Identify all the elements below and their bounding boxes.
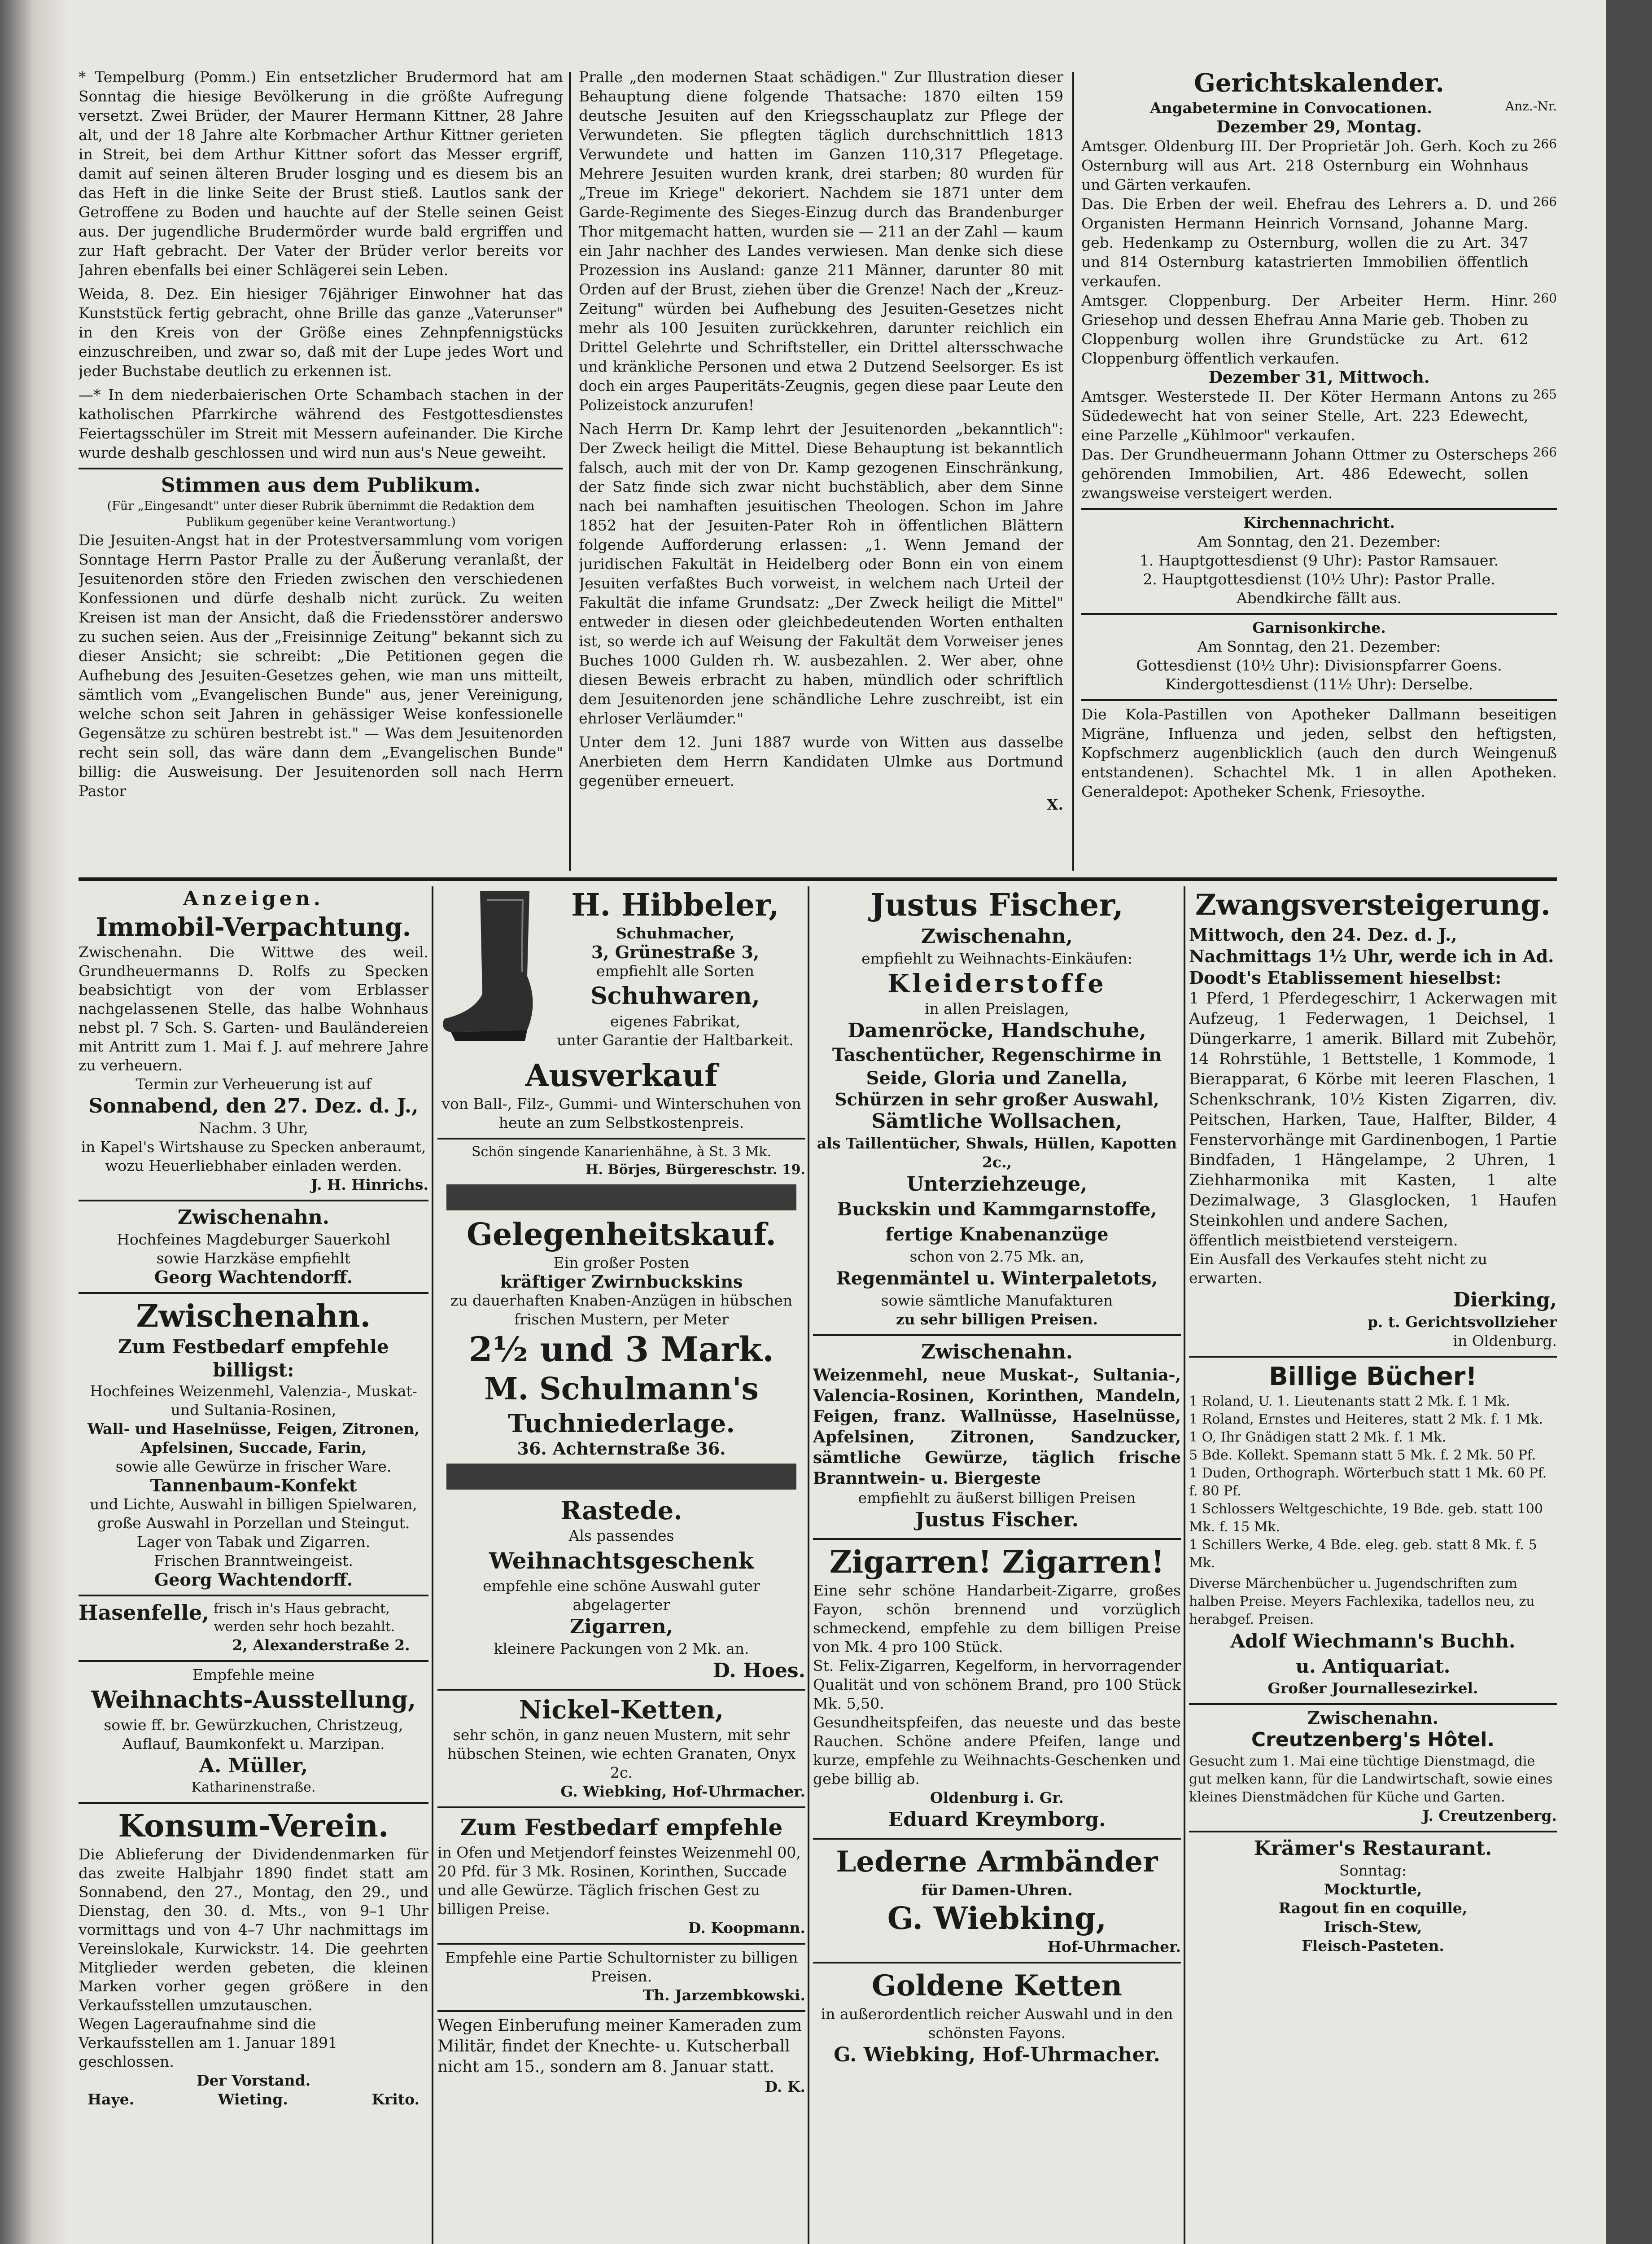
goods-line: und Lichte, Auswahl in billigen Spielwaren, große Auswahl in Porzellan und Steingut.: [90, 1495, 417, 1532]
column-divider: [569, 72, 571, 871]
news-schambach: —* In dem niederbaierischen Orte Schambach stachen in der katholischen Pfarrkirche während des Festgottesdienstes Feiertagsschüler im Streit mit Messern aufeinander. Die Kirche wurde deshalb geschlossen und wird nun aus's Neue geweiht.: [79, 386, 563, 461]
billige-buecher-title: Billige Bücher!: [1269, 1362, 1477, 1391]
zigarren-text3: Gesundheitspfeifen, das neueste und das beste Rauchen. Schöne andere Pfeifen, lange und kurze, empfehle zu Weihnachts-Geschenken und gebe billig ab.: [813, 1714, 1181, 1788]
menu-item: Mockturtle,: [1324, 1880, 1422, 1898]
kraemers-restaurant-title: Krämer's Restaurant.: [1254, 1837, 1492, 1860]
book-item: 1 Schillers Werke, 4 Bde. eleg. geb. statt 8 Mk. f. 5 Mk.: [1189, 1537, 1537, 1571]
hibbeler-l3: empfiehlt alle Sorten: [596, 962, 755, 980]
justus-l5: als Taillentücher, Shwals, Hüllen, Kapotten 2c.,: [817, 1135, 1177, 1171]
schulmann-address: 36. Achternstraße 36.: [517, 1438, 726, 1459]
board-member: Krito.: [371, 2091, 420, 2108]
menu-item: Ragout fin en coquille,: [1278, 1899, 1468, 1917]
immobil-signature: J. H. Hinrichs.: [311, 1176, 428, 1193]
section-divider: [79, 877, 1557, 881]
justus-l6: Unterziehzeuge,: [906, 1173, 1088, 1196]
goldene-ketten-text: in außerordentlich reicher Auswahl und in den schönsten Fayons.: [821, 2005, 1173, 2042]
justus-fischer-signature: Justus Fischer.: [915, 1508, 1079, 1531]
court-entry: Das. Der Grundheuermann Johann Ottmer zu Osterscheps gehörenden Immobilien, Art. 486 Edewecht, sollen zwangsweise versteigert werden.: [1081, 446, 1529, 502]
justus-l4: Sämtliche Wollsachen,: [871, 1110, 1123, 1133]
rastede-text: empfehle eine schöne Auswahl guter abgelagerter: [483, 1577, 760, 1613]
weihnacht-text: sowie ff. br. Gewürzkuchen, Christzeug, Auflauf, Baumkonfekt u. Marzipan.: [104, 1716, 403, 1753]
ausverkauf-text: von Ball-, Filz-, Gummi- und Winterschuhen von heute an zum Selbstkostenpreis.: [441, 1095, 801, 1131]
kleiderstoffe: Kleiderstoffe: [887, 969, 1106, 999]
buecher-text: Diverse Märchenbücher u. Jugendschriften zum halben Preise. Meyers Fachlexika, tadellos neu, zu herabgef. Preisen.: [1189, 1576, 1535, 1627]
goods-line: Hochfeines Weizenmehl, Valenzia-, Muskat- und Sultania-Rosinen,: [90, 1382, 417, 1419]
kutscherball-signature: D. K.: [765, 2078, 805, 2095]
goods-line: Lager von Tabak und Zigarren.: [136, 1533, 371, 1551]
zwischenahn-d-title: Zwischenahn.: [1307, 1708, 1438, 1728]
kirche-line: 1. Hauptgottesdienst (9 Uhr): Pastor Ramsauer.: [1139, 552, 1499, 569]
hibbeler-name: H. Hibbeler,: [571, 887, 779, 923]
zigarren-title: Zigarren! Zigarren!: [829, 1544, 1165, 1580]
justus-l2: in allen Preislagen,: [925, 1000, 1069, 1017]
immobil-date: Sonnabend, den 27. Dez. d. J.,: [88, 1095, 419, 1118]
column-divider: [1184, 886, 1185, 2244]
boot-illustration: [437, 886, 545, 1057]
justus-fischer-title: Justus Fischer,: [870, 887, 1123, 923]
goods-line: Frischen Branntweingeist.: [153, 1552, 354, 1569]
tuchniederlage: Tuchniederlage.: [508, 1409, 735, 1438]
anzeigen-heading: Anzeigen.: [183, 887, 324, 910]
hasenfelle-address: 2, Alexanderstraße 2.: [232, 1636, 410, 1654]
hibbeler-address: 3, Grünestraße 3,: [591, 942, 760, 962]
anz-nr-label: Anz.-Nr.: [1505, 99, 1557, 114]
gelegenheit-l1: Ein großer Posten: [553, 1254, 690, 1271]
justus-l8: fertige Knabenanzüge: [885, 1224, 1109, 1245]
top-column-3: [1081, 67, 1557, 871]
court-entry: Das. Die Erben der weil. Ehefrau des Lehrers a. D. und Organisten Hermann Heinrich Vornsand, Johanne Marg. geb. Hedenkamp zu Osternburg, wollen die zu Art. 347 und 814 Osternburg katastrierten Immobilien öffentlich verkaufen.: [1081, 195, 1529, 290]
zwangs-items: 1 Pferd, 1 Pferdegeschirr, 1 Ackerwagen mit Aufzeug, 1 Federwagen, 1 Deichsel, 1 Düngerkarre, 1 amerik. Billard mit Zubehör, 14 Rohrstühle, 1 Bettstelle, 1 Kommode, 1 Bierapparat, 6 Körbe mit leeren Flaschen, 1 Schenkschrank, 10½ Kisten Zigarren, div. Peitschen, Harken, Taue, Halfter, Bilder, 4 Fenstervorhänge mit Gardinenbogen, 1 Partie Bindfaden, 1 Hängelampe, 2 Uhren, 1 Ziehharmonika mit Kasten, 1 alte Dezimalwage, 3 Glasglocken, 1 Haufen Steinkohlen und andere Sachen,: [1189, 990, 1557, 1230]
konsum-text: Die Ablieferung der Dividendenmarken für das zweite Halbjahr 1890 findet statt am Sonnabend, den 27., Montag, den 29., und Dienstag, den 30. d. Mts., von 9–1 Uhr vormittags und von 4–7 Uhr nachmittags im Vereinslokale, Kurwickstr. 14. Die geehrten Mitglieder werden gebeten, die kleinen Marken vorher gegen größere in den Verkaufsstellen umzutauschen.: [79, 1845, 428, 2014]
entry-number: 266: [1533, 445, 1557, 460]
goods-line: sowie alle Gewürze in frischer Ware.: [115, 1458, 392, 1475]
article-signature: X.: [1046, 796, 1063, 813]
festbedarf-title: Zum Festbedarf empfehle: [460, 1814, 783, 1841]
garnison-line: Am Sonntag, den 21. Dezember:: [1197, 638, 1441, 655]
garnison-line: Kindergottesdienst (11½ Uhr): Derselbe.: [1165, 675, 1473, 693]
zwangsversteigerung-title: Zwangsversteigerung.: [1195, 888, 1551, 922]
journallesezirkel: Großer Journallesezirkel.: [1267, 1679, 1478, 1697]
menu-item: Irisch-Stew,: [1324, 1918, 1422, 1936]
justus-l12: zu sehr billigen Preisen.: [896, 1310, 1098, 1328]
justus-l11: sowie sämtliche Manufakturen: [881, 1292, 1113, 1309]
gerichtskalender-title: Gerichtskalender.: [1194, 68, 1444, 98]
kola-pastillen-ad: Die Kola-Pastillen von Apotheker Dallmann beseitigen Migräne, Influenza und jeden, selbst den heftigsten, Kopfschmerz augenblicklich (auch den durch Weingenuß entstandenen). Schachtel Mk. 1 in allen Apotheken. Generaldepot: Apotheker Schenk, Friesoythe.: [1081, 706, 1557, 800]
entry-number: 265: [1533, 387, 1557, 402]
wiechmann-signature: Adolf Wiechmann's Buchh.: [1230, 1630, 1516, 1652]
sauerkohl-line: Hochfeines Magdeburger Sauerkohl: [117, 1231, 390, 1248]
immobil-text: Zwischenahn. Die Wittwe des weil. Grundheuermanns D. Rolfs zu Specken beabsichtigt von der vom Erblasser nachgelassenen Stelle, das halbe Wohnhaus nebst pl. 7 Sch. S. Garten- und Bauländereien mit Antritt zum 1. Mai f. J. auf mehrere Jahre zu verheuern.: [79, 943, 428, 1074]
immobil-term: Termin zur Verheuerung ist auf: [135, 1075, 371, 1093]
armbaender-l1: für Damen-Uhren.: [921, 1881, 1073, 1899]
news-jesuiten-2: Nach Herrn Dr. Kamp lehrt der Jesuitenorden „bekanntlich": Der Zweck heiligt die Mittel. Diese Behauptung ist bekanntlich falsch, auch mit der von Dr. Kamp gezogenen Einschränkung, der Satz finde sich zwar nicht buchstäblich, aber dem Sinne nach bei namhaften jesuitischen Theologen. Schon im Jahre 1852 hat der Jesuiten-Pater Roh in öffentlichen Blättern folgende Aufforderung erlassen: „1. Wenn Jemand der juridischen Fakultät in Heidelberg oder Bonn ein von einem Jesuiten verfaßtes Buch vorweist, in welchem nach Urteil der Fakultät die infame Grundsatz: „Der Zweck heiligt die Mittel" entweder in diesen oder gleichbedeutenden Worten enthalten ist, so werde ich auf Weisung der Fakultät dem Vorweiser jenes Buches 1000 Gulden rh. W. ausbezahlen. 2. Wer aber, ohne diesen Beweis erbracht zu haben, mündlich oder schriftlich dem Jesuitenorden jene schändliche Lehre zuschreibt, ist ein ehrloser Verläumder.": [579, 420, 1063, 727]
konsum-verein-title: Konsum-Verein.: [118, 1808, 389, 1844]
kirche-line: Am Sonntag, den 21. Dezember:: [1197, 533, 1441, 550]
dierking-signature: Dierking,: [1453, 1289, 1557, 1311]
entry-number: 260: [1533, 291, 1557, 306]
zwangs-l3: Ein Ausfall des Verkaufes steht nicht zu erwarten.: [1189, 1250, 1487, 1287]
hasenfelle-title: Hasenfelle,: [79, 1600, 210, 1625]
book-item: 1 Roland, U. 1. Lieutenants statt 2 Mk. f. 1 Mk.: [1189, 1394, 1510, 1409]
rastede-item: Zigarren,: [570, 1615, 673, 1638]
justus-goods: Damenröcke, Handschuhe,: [848, 1019, 1146, 1042]
justus-l1: empfiehlt zu Weihnachts-Einkäufen:: [861, 950, 1132, 967]
book-item: 5 Bde. Kollekt. Spemann statt 5 Mk. f. 2 Mk. 50 Pf.: [1189, 1447, 1536, 1463]
schuhwaren-title: Schuhwaren,: [590, 982, 760, 1010]
weihnacht-pre: Empfehle meine: [192, 1666, 315, 1683]
justus-loc: Zwischenahn,: [921, 925, 1073, 948]
festbedarf-text: in Ofen und Metjendorf feinstes Weizenmehl 00, 20 Pfd. für 3 Mk. Rosinen, Korinthen, Succade und alle Gewürze. Täglich frischen Gest zu billigen Preise.: [437, 1844, 801, 1918]
dierking-title: p. t. Gerichtsvollzieher: [1367, 1313, 1557, 1331]
hibbeler-l4: eigenes Fabrikat,: [610, 1012, 741, 1030]
gelegenheit-l3: zu dauerhaften Knaben-Anzügen in hübschen frischen Mustern, per Meter: [450, 1292, 793, 1328]
dierking-loc: in Oldenburg.: [1453, 1332, 1557, 1350]
zigarren-text2: St. Felix-Zigarren, Kegelform, in hervorragender Qualität und von schönem Brand, pro 100 Stück Mk. 5,50.: [813, 1657, 1181, 1712]
justus-l7: Buckskin und Kammgarnstoffe,: [837, 1199, 1157, 1220]
ads-column-b: [437, 886, 805, 2244]
koopmann-signature: D. Koopmann.: [688, 1919, 805, 1937]
immobil-place: in Kapel's Wirtshause zu Specken anberaumt, wozu Heuerliebhaber einladen werden.: [81, 1138, 426, 1175]
zwangs-l1: Mittwoch, den 24. Dez. d. J., Nachmittags 1½ Uhr, werde ich in Ad. Doodt's Etablissement hieselbst:: [1189, 925, 1554, 988]
goods-line: Wall- und Haselnüsse, Feigen, Zitronen, Apfelsinen, Succade, Farin,: [87, 1420, 420, 1456]
creutzenberg-text: Gesucht zum 1. Mai eine tüchtige Dienstmagd, die gut melken kann, für die Landwirtschaft, sowie eines kleines Dienstmädchen für Küche und Garten.: [1189, 1753, 1553, 1805]
wachtendorff-signature: Georg Wachtendorff.: [154, 1569, 353, 1590]
page-gutter: [0, 0, 67, 2244]
weihnachts-ausstellung-title: Weihnachts-Ausstellung,: [91, 1686, 416, 1714]
book-item: 1 Roland, Ernstes und Heiteres, statt 2 Mk. f. 1 Mk.: [1189, 1411, 1543, 1427]
news-tempelburg: * Tempelburg (Pomm.) Ein entsetzlicher Brudermord hat am Sonntag die hiesige Bevölkerung in die größte Aufregung versetzt. Zwei Brüder, der Maurer Hermann Kittner, 28 Jahre alt, und der 18 Jahre alte Korbmacher Arthur Kittner gerieten in Streit, bei dem Arthur Kittner sofort das Messer ergriff, damit auf seinen älteren Bruder losging und es diesem bis an das Heft in die linke Seite der Brust stieß. Lautlos sank der Getroffene zu Boden und hauchte auf der Stelle seinen Geist aus. Der jugendliche Brudermörder wurde bald ergriffen und zur Haft gebracht. Der Vater der Brüder verlor bereits vor Jahren ebenfalls bei einer Schlägerei sein Leben.: [79, 68, 563, 279]
kreymborg-signature: Eduard Kreymborg.: [888, 1808, 1106, 1831]
hoes-signature: D. Hoes.: [712, 1659, 805, 1682]
book-item: 1 Schlossers Weltgeschichte, 19 Bde. geb. statt 100 Mk. f. 15 Mk.: [1189, 1501, 1543, 1535]
justus-l10: Regenmäntel u. Winterpaletots,: [836, 1268, 1158, 1289]
news-jesuiten-3: Unter dem 12. Juni 1887 wurde von Witten aus dasselbe Anerbieten dem Herrn Kandidaten Ulmke aus Dortmund gegenüber erneuert.: [579, 733, 1063, 789]
court-entry: Amtsger. Cloppenburg. Der Arbeiter Herm. Hinr. Griesehop und dessen Ehefrau Anna Marie geb. Thoben zu Cloppenburg wollen ihre Grundstücke zu Art. 612 Cloppenburg öffentlich verkaufen.: [1081, 292, 1529, 367]
armbaender-title: Lederne Armbänder: [836, 1845, 1158, 1879]
immobil-title: Immobil-Verpachtung.: [96, 912, 411, 942]
wiebking-name: G. Wiebking,: [887, 1901, 1107, 1937]
gelegenheit-price: 2½ und 3 Mark.: [468, 1329, 774, 1369]
nickel-text: sehr schön, in ganz neuen Mustern, mit sehr hübschen Steinen, wie echten Granaten, Onyx 2c.: [447, 1726, 796, 1781]
schulmann-name: M. Schulmann's: [484, 1371, 759, 1407]
news-weida: Weida, 8. Dez. Ein hiesiger 76jähriger Einwohner hat das Kunststück fertig gebracht, ohne Brille das ganze „Vaterunser" in den Kreis von der Größe eines Zehnpfennigstücks einzuschreiben, und zwar so, daß mit der Lupe jedes Wort und jeder Buchstabe deutlich zu erkennen ist.: [79, 285, 563, 380]
kanarien-signature: H. Börjes, Bürgereschstr. 19.: [586, 1162, 805, 1178]
creutzenberg-hotel: Creutzenberg's Hôtel.: [1251, 1728, 1495, 1751]
book-item: 1 O, Ihr Gnädigen statt 2 Mk. f. 1 Mk.: [1189, 1429, 1447, 1445]
date-heading: Dezember 29, Montag.: [1216, 118, 1422, 136]
ausverkauf-title: Ausverkauf: [525, 1058, 718, 1094]
menu-item: Fleisch-Pasteten.: [1302, 1937, 1444, 1955]
stimmen-text: Die Jesuiten-Angst hat in der Protestversammlung vom vorigen Sonntage Herrn Pastor Pralle zu der Äußerung veranlaßt, der Jesuitenorden störe den Frieden zwischen den verschiedenen Konfessionen und dürfe deshalb nicht zurück. Zu weiten Kreisen ist man der Ansicht, daß die Friedensstörer anderswo zu suchen seien. Aus der „Freisinnige Zeitung" bekannt sich zu dieser Ansicht; sie schreibt: „Die Petitionen gegen die Aufhebung des Jesuiten-Gesetzes gehen, wie man uns mitteilt, sämtlich vom „Evangelischen Bunde" aus, jener Vereinigung, welche schon seit Jahren in gehässiger Weise konfessionelle Gegensätze zu schüren bestrebt ist." — Was dem Jesuitenorden recht sein soll, das wäre dann dem „Evangelischen Bunde" billig: die Ausweisung. Der Jesuitenorden soll nach Herrn Pastor: [79, 531, 563, 800]
entry-number: 266: [1533, 194, 1557, 209]
restaurant-l1: Sonntag:: [1339, 1862, 1407, 1879]
stimmen-title: Stimmen aus dem Publikum.: [161, 474, 481, 497]
zwischenahn-c-title: Zwischenahn.: [921, 1341, 1073, 1363]
kanarien-text: Schön singende Kanarienhähne, à St. 3 Mk.: [471, 1144, 772, 1160]
boot-icon: [437, 886, 545, 1057]
stimmen-note: (Für „Eingesandt" unter dieser Rubrik übernimmt die Redaktion dem Publikum gegenüber keine Verantwortung.): [107, 499, 535, 529]
rastede-title: Rastede.: [560, 1496, 682, 1525]
harzkaese-line: sowie Harzkäse empfiehlt: [156, 1249, 351, 1267]
court-entry: Amtsger. Oldenburg III. Der Proprietär Joh. Gerh. Koch zu Osternburg will aus Art. 218 Osternburg ein Wohnhaus und Gärten verkaufen.: [1081, 137, 1529, 193]
zwischenahn-title: Zwischenahn.: [177, 1206, 330, 1229]
garnisonkirche-title: Garnisonkirche.: [1252, 619, 1386, 636]
konsum-text-2: Wegen Lageraufnahme sind die Verkaufsstellen am 1. Januar 1891 geschlossen.: [79, 2015, 338, 2070]
board-member: Haye.: [87, 2091, 135, 2108]
schultornister-text: Empfehle eine Partie Schultornister zu billigen Preisen.: [445, 1949, 798, 1985]
weihnachtsgeschenk-title: Weihnachtsgeschenk: [489, 1547, 754, 1574]
goods-line: Tannenbaum-Konfekt: [150, 1475, 357, 1495]
mueller-name: A. Müller,: [199, 1754, 308, 1777]
top-column-1: [79, 67, 563, 871]
zwangs-l2: öffentlich meistbietend versteigern.: [1189, 1232, 1458, 1249]
gelegenheitskauf-title: Gelegenheitskauf.: [466, 1217, 777, 1253]
ads-column-a: [79, 886, 428, 2244]
column-divider: [808, 886, 809, 2244]
date-heading: Dezember 31, Mittwoch.: [1208, 368, 1430, 387]
wiechmann-antiquariat: u. Antiquariat.: [1295, 1655, 1451, 1677]
kirche-line: Abendkirche fällt aus.: [1236, 589, 1402, 607]
wiebking-title: Hof-Uhrmacher.: [1047, 1938, 1181, 1955]
kutscherball-text: Wegen Einberufung meiner Kameraden zum Militär, findet der Knechte- u. Kutscherball nicht am 15., sondern am 8. Januar statt.: [437, 2016, 802, 2076]
kirchennachricht-title: Kirchennachricht.: [1243, 514, 1395, 531]
kirche-line: 2. Hauptgottesdienst (10½ Uhr): Pastor Pralle.: [1143, 570, 1495, 588]
dark-band: [446, 1184, 796, 1210]
goldene-ketten-title: Goldene Ketten: [872, 1969, 1122, 2003]
wachtendorff-signature: Georg Wachtendorff.: [154, 1267, 353, 1287]
gerichtskalender-subtitle: Angabetermine in Convocationen.: [1150, 99, 1432, 117]
nickel-ketten-title: Nickel-Ketten,: [519, 1695, 724, 1725]
entry-number: 266: [1533, 136, 1557, 151]
nickel-signature: G. Wiebking, Hof-Uhrmacher.: [560, 1783, 805, 1800]
justus-l9: schon von 2.75 Mk. an,: [909, 1248, 1084, 1265]
column-divider: [432, 886, 433, 2244]
zwischenahn-goods: Weizenmehl, neue Muskat-, Sultania-, Valencia-Rosinen, Korinthen, Mandeln, Feigen, franz. Wallnüsse, Haselnüsse, Apfelsinen, Zitronen, Sandzucker, sämtliche Gewürze, täglich frische Branntwein- u. Biergeste: [813, 1366, 1181, 1488]
creutzenberg-signature: J. Creutzenberg.: [1422, 1807, 1557, 1824]
festbedarf-line: Zum Festbedarf empfehle: [118, 1336, 389, 1358]
ads-column-d: [1189, 886, 1557, 2244]
court-entry: Amtsger. Westerstede II. Der Köter Hermann Antons zu Südedewecht hat von seiner Stelle, Art. 223 Edewecht, eine Parzelle „Kühlmoor" verkaufen.: [1081, 388, 1529, 444]
rastede-text2: kleinere Packungen von 2 Mk. an.: [494, 1640, 749, 1657]
ads-column-c: [813, 886, 1181, 2244]
dark-band: [446, 1464, 796, 1490]
column-divider: [1072, 72, 1074, 871]
immobil-time: Nachm. 3 Uhr,: [199, 1119, 308, 1137]
zwischenahn-big-title: Zwischenahn.: [136, 1298, 371, 1334]
garnison-line: Gottesdienst (10½ Uhr): Divisionspfarrer Goens.: [1136, 657, 1502, 674]
hibbeler-l1: Schuhmacher,: [616, 925, 734, 942]
konsum-vorstand: Der Vorstand.: [196, 2072, 311, 2089]
top-column-2: [579, 67, 1063, 871]
zigarren-loc: Oldenburg i. Gr.: [930, 1789, 1064, 1806]
wiebking-signature: G. Wiebking, Hof-Uhrmacher.: [834, 2043, 1160, 2066]
mueller-street: Katharinenstraße.: [191, 1779, 316, 1795]
board-member: Wieting.: [218, 2091, 288, 2108]
gelegenheit-l2: kräftiger Zwirnbuckskins: [500, 1271, 743, 1292]
zwischenahn-c-l1: empfiehlt zu äußerst billigen Preisen: [858, 1489, 1136, 1507]
book-item: 1 Duden, Orthograph. Wörterbuch statt 1 Mk. 60 Pf. f. 80 Pf.: [1189, 1465, 1547, 1499]
hasenfelle-text: frisch in's Haus gebracht, werden sehr hoch bezahlt.: [214, 1601, 395, 1635]
justus-l3: Schürzen in sehr großer Auswahl,: [835, 1089, 1159, 1109]
billigst-line: billigst:: [213, 1359, 294, 1381]
justus-goods: Taschentücher, Regenschirme in Seide, Gloria und Zanella,: [832, 1044, 1162, 1089]
hibbeler-l5: unter Garantie der Haltbarkeit.: [557, 1031, 794, 1049]
zigarren-text: Eine sehr schöne Handarbeit-Zigarre, großes Fayon, schön brennend und vorzüglich schmeckend, empfehle zu dem billigen Preise von Mk. 4 pro 100 Stück.: [813, 1582, 1181, 1656]
rastede-l1: Als passendes: [568, 1527, 674, 1544]
news-jesuiten-1: Pralle „den modernen Staat schädigen." Zur Illustration dieser Behauptung diene folgende Thatsache: 1870 eilten 159 deutsche Jesuiten auf den Kriegsschauplatz zur Pflege der Verwundeten. Sie pflegten täglich durchschnittlich 1813 Verwundete und hatten im Ganzen 110,317 Pflegetage. Mehrere Jesuiten wurden krank, drei starben; 80 wurden für „Treue im Kriege" dekoriert. Nachdem sie 1871 unter dem Garde-Regimente des Sieges-Einzug durch das Brandenburger Thor mitgemacht hatten, wurden sie — 211 an der Zahl — kaum ein Jahr nachher des Landes verwiesen. Man denke sich diese Prozession ins Ausland: ganze 211 Männer, darunter 80 mit Orden auf der Brust, ziehen über die Grenze! Nach der „Kreuz-Zeitung" würden bei Aufhebung des Jesuiten-Gesetzes nicht mehr als 100 Jesuiten zurückkehren, darunter reichlich ein Drittel Gelehrte und Schriftsteller, ein Drittel altersschwache und kränkliche Personen und etwa 2 Dutzend Seelsorger. Es ist doch ein arges Pauperitäts-Zeugnis, gegen diese paar Leute den Polizeistock anzurufen!: [579, 68, 1063, 414]
jarzembkowski-signature: Th. Jarzembkowski.: [642, 1986, 805, 2004]
